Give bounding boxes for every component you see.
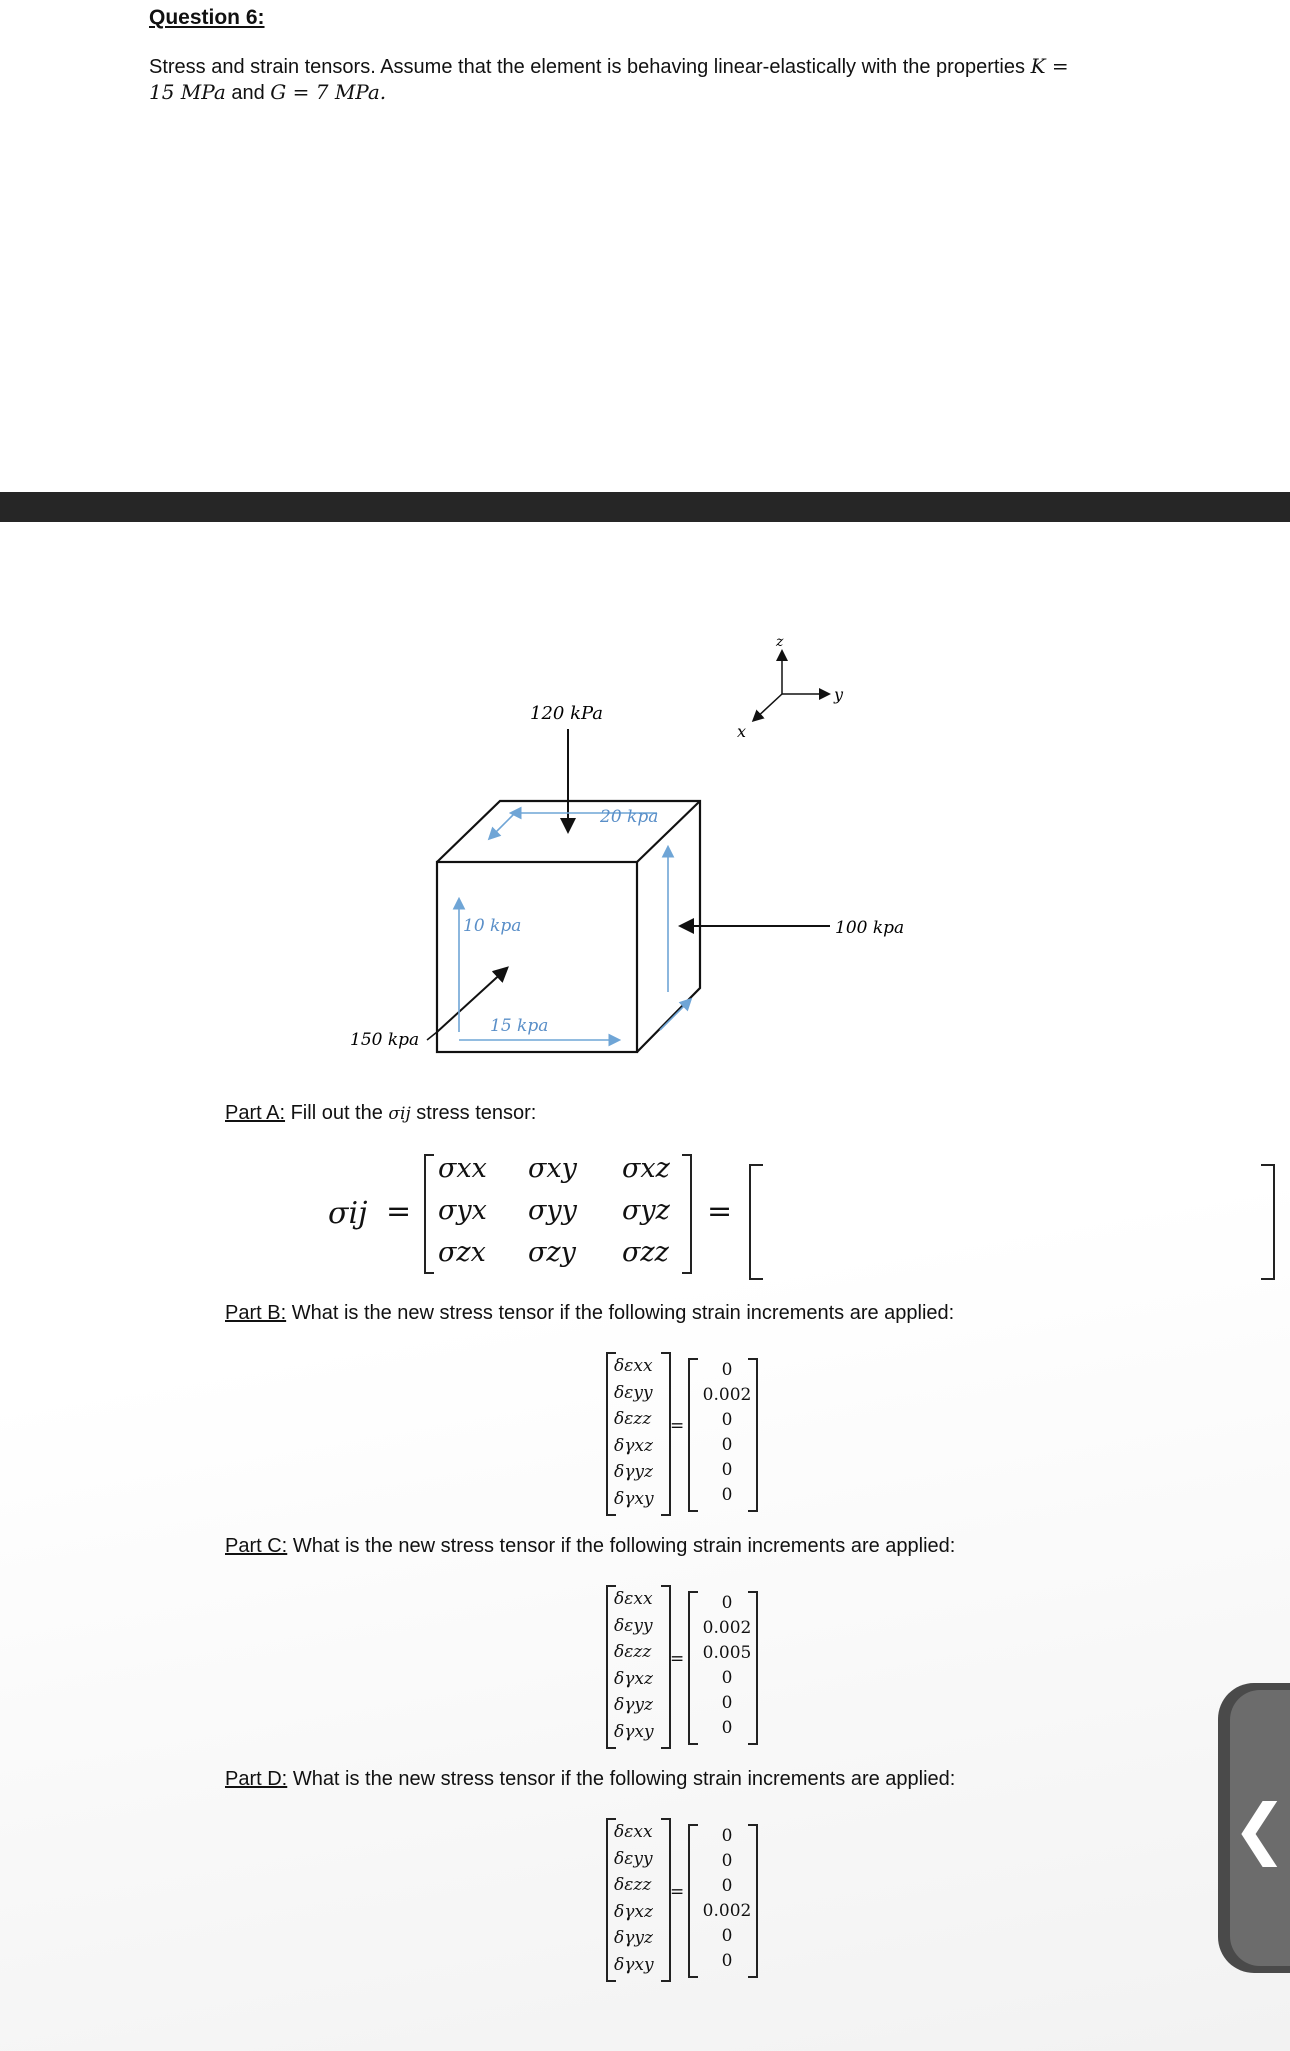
strain-value: 0 bbox=[721, 1718, 733, 1738]
k-symbol: K = bbox=[1030, 54, 1069, 78]
strain-value: 0 bbox=[721, 1435, 733, 1455]
strain-label: δγxz bbox=[614, 1668, 653, 1689]
divider-bar bbox=[0, 492, 1290, 522]
right-shear-arrow-diag bbox=[660, 1000, 690, 1030]
tensor-equals-2: = bbox=[707, 1194, 733, 1229]
matrix-cell: σxx bbox=[438, 1153, 487, 1184]
strain-label: δγyz bbox=[614, 1928, 653, 1948]
matrix-cell: σzy bbox=[528, 1237, 576, 1268]
and-word: and bbox=[231, 82, 265, 104]
strain-value: 0 bbox=[721, 1668, 733, 1688]
part-b-prompt bbox=[225, 1302, 954, 1325]
stress-tensor-equation bbox=[320, 1148, 1000, 1278]
strain-equals: = bbox=[670, 1416, 685, 1436]
matrix-left-bracket bbox=[424, 1154, 434, 1274]
label-right-normal: 100 kpa bbox=[835, 918, 905, 938]
strain-value: 0 bbox=[721, 1460, 733, 1480]
strain-vector-d bbox=[606, 1818, 766, 1984]
tensor-equals-1: = bbox=[386, 1194, 412, 1229]
statement-text: Stress and strain tensors. Assume that the element is behaving linear-elastically with the properties bbox=[149, 56, 1025, 78]
strain-label: δεzz bbox=[614, 1642, 652, 1662]
strain-value: 0 bbox=[721, 1360, 733, 1380]
question-title: Question 6: bbox=[149, 6, 265, 29]
strain-label: δεyy bbox=[614, 1615, 653, 1636]
top-shear-arrow-diag bbox=[490, 813, 515, 838]
label-top-load: 120 kPa bbox=[530, 703, 604, 724]
part-a-text-after: stress tensor: bbox=[416, 1102, 537, 1124]
part-c-label: Part C: bbox=[225, 1535, 288, 1557]
part-d-text: What is the new stress tensor if the following strain increments are applied: bbox=[292, 1768, 956, 1790]
part-b-label: Part B: bbox=[225, 1302, 287, 1324]
axis-z-label: z bbox=[776, 634, 784, 650]
strain-values bbox=[696, 1358, 758, 1508]
answer-right-bracket bbox=[1261, 1164, 1275, 1280]
part-d-prompt bbox=[225, 1768, 955, 1791]
strain-value: 0 bbox=[721, 1485, 733, 1505]
strain-value: 0 bbox=[721, 1876, 733, 1896]
strain-values bbox=[696, 1591, 758, 1741]
strain-value: 0 bbox=[721, 1926, 733, 1946]
axis-y-label: y bbox=[834, 685, 844, 704]
strain-label: δγxz bbox=[614, 1901, 653, 1922]
part-a-prompt bbox=[225, 1102, 536, 1125]
part-b-text: What is the new stress tensor if the following strain increments are applied: bbox=[291, 1302, 955, 1324]
matrix-cell: σyy bbox=[528, 1195, 577, 1226]
strain-labels bbox=[614, 1586, 654, 1745]
k-value: 15 MPa bbox=[149, 80, 226, 104]
strain-label: δγyz bbox=[614, 1695, 653, 1715]
matrix-cell: σyz bbox=[622, 1195, 670, 1226]
strain-value: 0 bbox=[721, 1851, 733, 1871]
strain-label: δεyy bbox=[614, 1848, 653, 1869]
strain-label: δεyy bbox=[614, 1382, 653, 1403]
matrix-cell: σxy bbox=[528, 1153, 577, 1184]
chevron-left-icon[interactable]: ❮ bbox=[1232, 1790, 1288, 1867]
label-top-shear: 20 kpa bbox=[600, 807, 659, 827]
part-d-label: Part D: bbox=[225, 1768, 288, 1790]
strain-label: δγyz bbox=[614, 1462, 653, 1482]
strain-equals: = bbox=[670, 1649, 685, 1669]
tensor-lhs: σij bbox=[328, 1196, 368, 1231]
strain-label: δγxz bbox=[614, 1435, 653, 1456]
strain-label: δγxy bbox=[614, 1954, 654, 1975]
label-front-shear: 15 kpa bbox=[490, 1016, 549, 1036]
strain-value: 0.005 bbox=[702, 1643, 752, 1663]
cube-diagram bbox=[0, 522, 1290, 1082]
front-load-leader bbox=[427, 1032, 437, 1040]
strain-label: δεzz bbox=[614, 1875, 652, 1895]
label-front-normal: 150 kpa bbox=[350, 1030, 420, 1050]
strain-vector-b bbox=[606, 1352, 766, 1518]
strain-label: δγxy bbox=[614, 1721, 654, 1742]
strain-vector-c bbox=[606, 1585, 766, 1751]
answer-left-bracket bbox=[749, 1164, 763, 1280]
stress-matrix bbox=[438, 1148, 688, 1274]
part-a-text: Fill out the bbox=[290, 1102, 383, 1124]
part-c-text: What is the new stress tensor if the following strain increments are applied: bbox=[292, 1535, 956, 1557]
axis-x-label: x bbox=[737, 722, 747, 741]
matrix-cell: σzz bbox=[622, 1237, 669, 1268]
strain-labels bbox=[614, 1353, 654, 1512]
strain-labels bbox=[614, 1819, 654, 1978]
strain-label: δεxx bbox=[614, 1356, 653, 1376]
strain-value: 0 bbox=[721, 1693, 733, 1713]
strain-label: δεxx bbox=[614, 1822, 653, 1842]
strain-value: 0.002 bbox=[702, 1618, 752, 1638]
label-left-shear: 10 kpa bbox=[463, 916, 522, 936]
strain-label: δεxx bbox=[614, 1589, 653, 1609]
side-panel-handle-inner[interactable] bbox=[1230, 1690, 1290, 1966]
matrix-cell: σzx bbox=[438, 1237, 486, 1268]
strain-value: 0 bbox=[721, 1410, 733, 1430]
strain-value: 0 bbox=[721, 1951, 733, 1971]
strain-label: δεzz bbox=[614, 1409, 652, 1429]
strain-value: 0.002 bbox=[702, 1385, 752, 1405]
strain-equals: = bbox=[670, 1882, 685, 1902]
axis-x-arrow bbox=[754, 694, 782, 720]
part-c-prompt bbox=[225, 1535, 955, 1558]
matrix-cell: σyx bbox=[438, 1195, 487, 1226]
part-a-label: Part A: bbox=[225, 1102, 286, 1124]
g-expression: G = 7 MPa. bbox=[270, 80, 387, 104]
part-a-symbol: σij bbox=[388, 1104, 411, 1124]
matrix-cell: σxz bbox=[622, 1153, 670, 1184]
strain-value: 0 bbox=[721, 1593, 733, 1613]
strain-values bbox=[696, 1824, 758, 1974]
strain-value: 0 bbox=[721, 1826, 733, 1846]
strain-value: 0.002 bbox=[702, 1901, 752, 1921]
strain-label: δγxy bbox=[614, 1488, 654, 1509]
problem-statement bbox=[149, 54, 1149, 106]
